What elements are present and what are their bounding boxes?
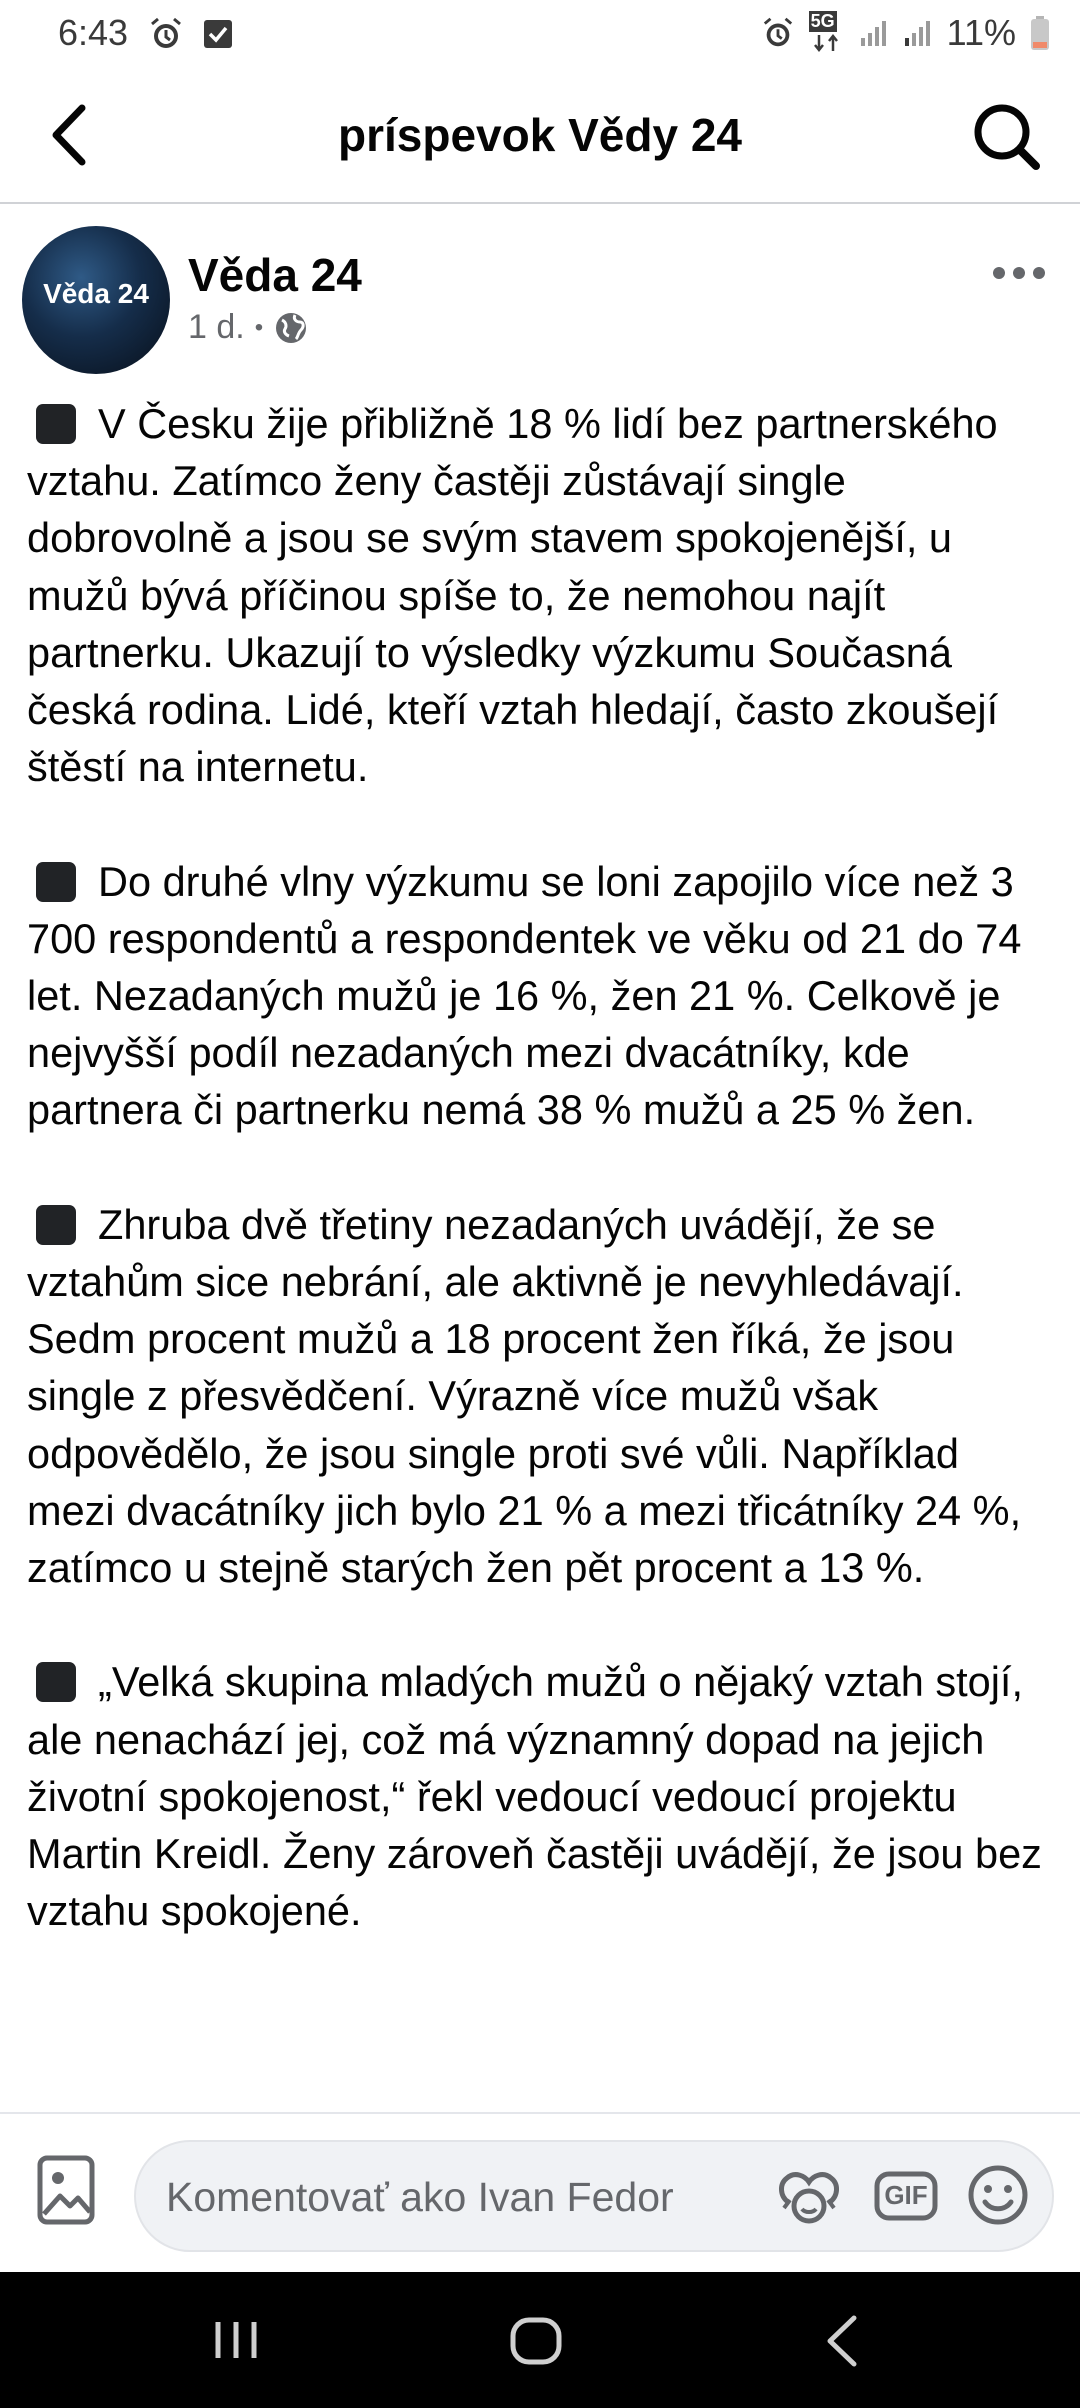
network-label: 5G xyxy=(810,11,835,31)
home-button[interactable] xyxy=(508,2316,564,2366)
gif-button[interactable] xyxy=(874,2166,938,2226)
emoji-icon xyxy=(966,2162,1030,2228)
black-square-icon xyxy=(36,404,76,444)
globe-icon[interactable] xyxy=(273,310,309,346)
post-paragraph xyxy=(27,1196,1057,1596)
page-title: príspevok Vědy 24 xyxy=(338,109,742,161)
home-icon xyxy=(508,2316,564,2366)
paragraph-text: Do druhé vlny výzkumu se loni zapojilo více než 3 700 respondentů a respondentek ve věku od 21 do 74 let. Nezadaných mužů je 16 %, žen 21 %. Celkově je nejvyšší podíl nezadaných mezi dvacátníky, kde partnera či partnerku nemá 38 % mužů a 25 % žen. xyxy=(27,857,1022,1134)
battery-low-icon xyxy=(1030,15,1050,51)
post-time[interactable]: 1 d. xyxy=(188,308,245,346)
post-body xyxy=(27,395,1057,1997)
5g-data-icon xyxy=(809,13,845,53)
post-paragraph xyxy=(27,395,1057,795)
signal-icon xyxy=(903,18,933,48)
post-paragraph xyxy=(27,1653,1057,1939)
paragraph-text: Zhruba dvě třetiny nezadaných uvádějí, že se vztahům sice nebrání, ale aktivně je nevyhledávají. Sedm procent mužů a 18 procent žen říká, že jsou single z přesvědčení. Výrazně více mužů však odpovědělo, že jsou single proti své vůli. Například mezi dvacátníky jich bylo 21 % a mezi třicátníky 24 %, zatímco u stejně starých žen pět procent a 13 %. xyxy=(27,1200,1022,1592)
comment-placeholder: Komentovať ako Ivan Fedor xyxy=(166,2174,674,2220)
paragraph-text: V Česku žije přibližně 18 % lidí bez partnerského vztahu. Zatímco ženy častěji zůstávají single dobrovolně a jsou se svým stavem spokojenější, u mužů bývá příčinou spíše to, že nemohou najít partnerku. Ukazují to výsledky výzkumu Současná česká rodina. Lidé, kteří vztah hledají, často zkoušejí štěstí na internetu. xyxy=(27,400,999,791)
recent-apps-button[interactable] xyxy=(206,2320,266,2360)
avatar-text: Věda 24 xyxy=(43,278,149,309)
meta-separator: • xyxy=(254,313,264,341)
alarm-icon xyxy=(148,16,184,52)
post-author[interactable]: Věda 24 xyxy=(188,249,362,301)
alarm-icon xyxy=(761,16,795,50)
more-options-button[interactable] xyxy=(984,258,1054,288)
search-icon xyxy=(970,100,1042,172)
status-time: 6:43 xyxy=(58,12,129,53)
post-meta xyxy=(188,308,309,347)
app-header xyxy=(0,68,1080,204)
black-square-icon xyxy=(36,862,76,902)
search-button[interactable] xyxy=(970,100,1042,172)
post-paragraph xyxy=(27,853,1057,1139)
avatar-sticker-button[interactable] xyxy=(776,2166,842,2226)
signal-icon xyxy=(859,18,889,48)
photo-button[interactable] xyxy=(36,2154,100,2228)
battery-percent: 11% xyxy=(946,12,1016,53)
black-square-icon xyxy=(36,1205,76,1245)
back-nav-button[interactable] xyxy=(822,2314,862,2368)
checkbox-notification-icon xyxy=(202,18,234,50)
paragraph-text: „Velká skupina mladých mužů o nějaký vztah stojí, ale nenachází jej, což má významný dopad na jejich životní spokojenost,“ řekl vedoucí vedoucí projektu Martin Kreidl. Ženy zároveň častěji uvádějí, že jsou bez vztahu spokojené. xyxy=(27,1658,1042,1935)
gif-label: GIF xyxy=(884,2180,928,2210)
system-nav-bar xyxy=(0,2272,1080,2408)
photo-icon xyxy=(36,2154,100,2228)
emoji-button[interactable] xyxy=(966,2162,1030,2228)
back-icon xyxy=(822,2314,862,2368)
comment-bar xyxy=(0,2112,1080,2274)
status-bar xyxy=(0,0,1080,68)
page-avatar[interactable] xyxy=(22,226,170,374)
recent-apps-icon xyxy=(206,2320,266,2360)
black-square-icon xyxy=(36,1662,76,1702)
avatar-sticker-icon xyxy=(776,2166,842,2226)
comment-input[interactable] xyxy=(134,2140,1054,2252)
